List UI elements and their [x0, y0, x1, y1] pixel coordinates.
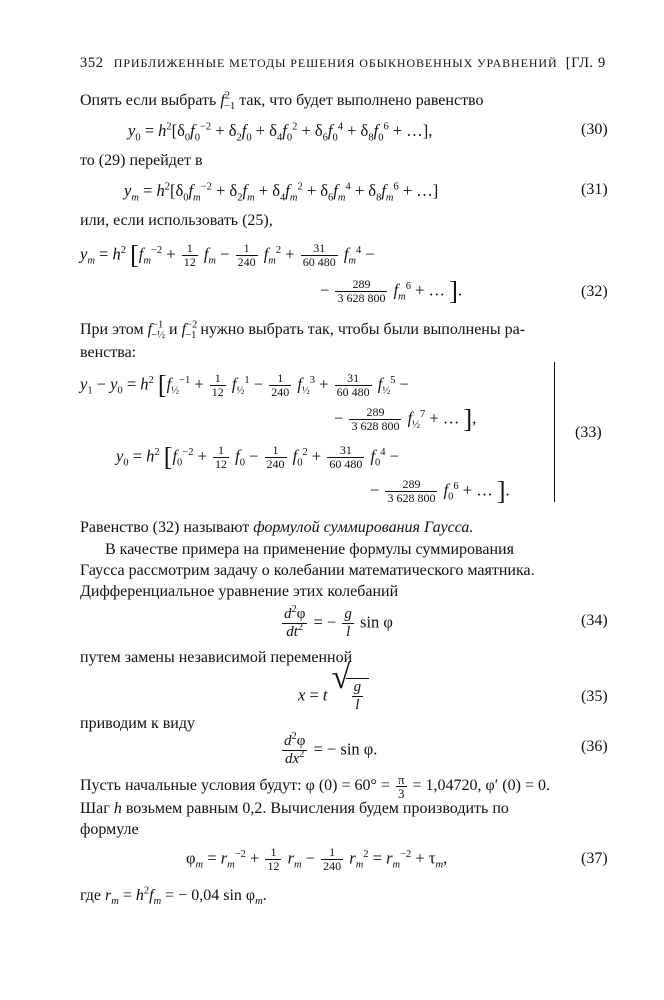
- equation-30: $y_0 = h^2[\delta_0f_0^{-2} + \delta_2f_0 + \delta_4f_0^2 + \delta_6f_0^4 + \delta_8f_0^6$ + …],: [128, 121, 433, 144]
- text-p9b: = 1,04720, φ′ (0) = 0.: [412, 777, 550, 795]
- paragraph-9: Пусть начальные условия будут: φ (0) = 60° = $\frac{\pi}{3}$ = 1,04720, φ′ (0) = 0.: [80, 772, 550, 801]
- text-p10b: возьмем равным 0,2. Вычисления будем производить по: [125, 800, 509, 817]
- paragraph-6-line-2: Гаусса рассмотрим задачу о колебании математического маятника.: [80, 562, 535, 579]
- paragraph-10: Шаг h возьмем равным 0,2. Вычисления будем производить по: [80, 800, 509, 817]
- equation-32-line-2: − $\frac{289}{3 628 800}$ $f_m^6$ + … ].: [320, 276, 462, 306]
- paragraph-5: [80, 518, 473, 538]
- paragraph-6-line-3: Дифференциальное уравнение этих колебаний: [80, 583, 399, 600]
- text-p9a: Пусть начальные условия будут: φ (0) = 60° =: [80, 777, 390, 795]
- equation-33-line-2: − $\frac{289}{3 628 800}$ $f_{\frac{1}{2}}^7$ + … ],: [334, 404, 477, 434]
- running-title: ПРИБЛИЖЕННЫЕ МЕТОДЫ РЕШЕНИЯ ОБЫКНОВЕННЫХ УРАВНЕНИЙ: [113, 56, 558, 70]
- text-p4a: При этом: [80, 321, 144, 338]
- paragraph-2: то (29) перейдет в: [80, 152, 203, 169]
- eq-number-35: (35): [581, 688, 608, 705]
- text-p11: где: [80, 887, 102, 904]
- paragraph-4-cont: венства:: [80, 344, 137, 361]
- paragraph-7: путем замены независимой переменной: [80, 649, 353, 666]
- running-header: [80, 53, 606, 73]
- equation-32-line-1: $y_m = h^2$ [$f_m^{-2}$ + $\frac{1}{12}$ $f_m$ − $\frac{1}{240}$ $f_m^2$ + $\frac{31}{60 480}$ $f_m^4$ −: [80, 240, 375, 270]
- paragraph-10-cont: формуле: [80, 821, 139, 838]
- eq-number-33: (33): [575, 424, 602, 441]
- paragraph-3: или, если использовать (25),: [80, 212, 273, 229]
- paragraph-4: При этом $f^{-1}_{-\frac{1}{2}}$ и $f^{-2}_{-1}$ нужно выбрать так, чтобы были выполнены ра-: [80, 319, 526, 342]
- text-p4b: и: [169, 321, 178, 338]
- paragraph-1: Опять если выбрать $f^2_{-1}$ так, что будет выполнено равенство: [80, 90, 484, 113]
- system-brace: [546, 362, 555, 502]
- eq-number-34: (34): [581, 612, 608, 629]
- text-p10a: Шаг: [80, 800, 110, 817]
- text-p1: Опять если выбрать: [80, 92, 217, 109]
- paragraph-8: приводим к виду: [80, 715, 195, 732]
- eq-number-32: (32): [581, 283, 608, 300]
- eq-number-36: (36): [581, 738, 608, 755]
- equation-35: x = t √ $\frac{g}{l}$: [298, 674, 369, 714]
- eq-number-37: (37): [581, 850, 608, 867]
- text-p5b: формулой суммирования Гаусса.: [253, 519, 474, 536]
- chapter-label: [ГЛ. 9: [565, 55, 606, 71]
- eq-number-31: (31): [581, 181, 608, 198]
- equation-36: $\frac{d^2\varphi}{dx^2}$ = − sin φ.: [284, 731, 378, 767]
- text-p5a: Равенство (32) называют: [80, 519, 250, 536]
- text-p1b: так, что будет выполнено равенство: [239, 92, 484, 109]
- equation-34: $\frac{d^2\varphi}{dt^2}$ = − $\frac{g}{l}$ sin φ: [284, 604, 393, 640]
- equation-37: $\varphi_m = r_m^{-2}$ + $\frac{1}{12}$ $r_m$ − $\frac{1}{240}$ $r_m^2 = r_m^{-2} + \tau_m$,: [186, 845, 448, 873]
- paragraph-6-line-1: В качестве примера на применение формулы суммирования: [105, 541, 514, 558]
- page-number: 352: [80, 55, 104, 71]
- eq-number-30: (30): [581, 121, 608, 138]
- equation-33-line-1: $y_1 - y_0 = h^2$ [$f_{\frac{1}{2}}^{-1}$ + $\frac{1}{12}$ $f_{\frac{1}{2}}^1$ − $\frac{1}{240}$ $f_{\frac{1}{2}}^3$ + $\frac{31}{60 480}$ $f_{\frac{1}{2}}^5$ −: [80, 370, 409, 400]
- equation-33-line-4: − $\frac{289}{3 628 800}$ $f_0^6$ + … ].: [370, 476, 510, 506]
- text-p4c: нужно выбрать так, чтобы были выполнены ра-: [200, 321, 526, 338]
- equation-31: $y_m = h^2[\delta_0f_m^{-2} + \delta_2f_m + \delta_4f_m^2 + \delta_6f_m^4 + \delta_8f_m^6$ + …]: [124, 181, 439, 204]
- equation-33-line-3: $y_0 = h^2$ [$f_0^{-2}$ + $\frac{1}{12}$ $f_0$ − $\frac{1}{240}$ $f_0^2$ + $\frac{31}{60 480}$ $f_0^4$ −: [116, 442, 399, 472]
- paragraph-11: где $r_m = h^2f_m$ = − 0,04 $\sin \varphi_m$.: [80, 885, 267, 908]
